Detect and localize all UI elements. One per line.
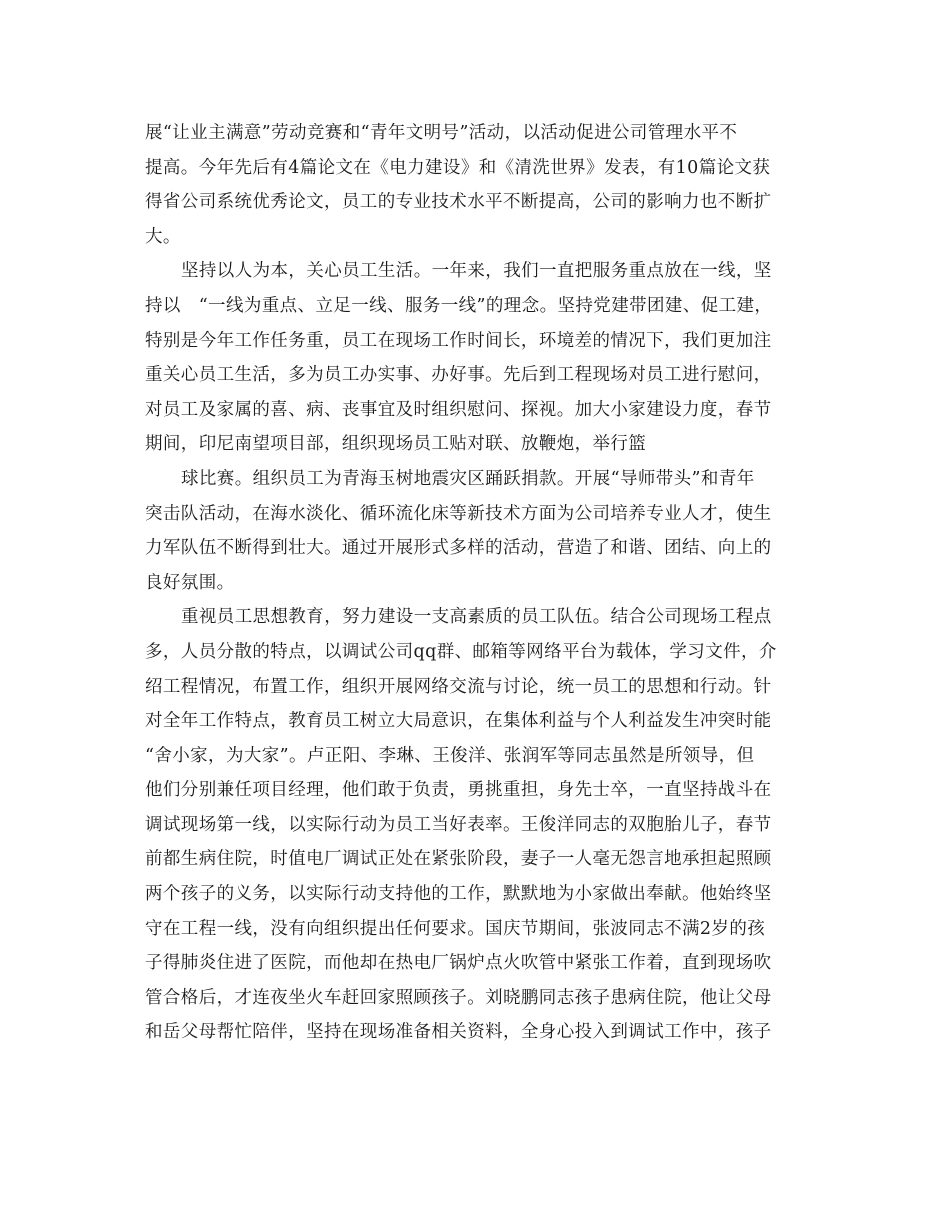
text-line: 调试现场第一线，以实际行动为员工当好表率。王俊洋同志的双胞胎儿子，春节 [145, 814, 772, 835]
text-line: 和岳父母帮忙陪伴，坚持在现场准备相关资料，全身心投入到调试工作中，孩子 [145, 1022, 772, 1043]
text-line: 良好氛围。 [145, 572, 235, 593]
text-line: 他们分别兼任项目经理，他们敢于负责，勇挑重担，身先士卒，一直坚持战斗在 [145, 780, 772, 801]
text-line: 子得肺炎住进了医院，而他却在热电厂锅炉点火吹管中紧张工作着，直到现场吹 [145, 953, 772, 974]
body-text [145, 116, 805, 1050]
text-line: 提高。今年先后有4篇论文在《电力建设》和《清洗世界》发表，有10篇论文获 [145, 157, 771, 178]
text-line: “舍小家，为大家”。卢正阳、李琳、王俊洋、张润军等同志虽然是所领导，但 [145, 745, 755, 766]
text-line: 展“让业主满意”劳动竞赛和“青年文明号”活动，以活动促进公司管理水平不 [145, 123, 738, 143]
text-line: 特别是今年工作任务重，员工在现场工作时间长，环境差的情况下，我们更加注 [145, 330, 772, 351]
text-line: 管合格后，才连夜坐火车赶回家照顾孩子。刘晓鹏同志孩子患病住院，他让父母 [145, 987, 772, 1008]
text-line: 坚持以人为本，关心员工生活。一年来，我们一直把服务重点放在一线，坚 [181, 261, 772, 282]
text-line: 球比赛。组织员工为青海玉树地震灾区踊跃捐款。开展“导师带头”和青年 [181, 468, 755, 489]
text-line: 绍工程情况，布置工作，组织开展网络交流与讨论，统一员工的思想和行动。针 [145, 676, 772, 697]
text-line: 守在工程一线，没有向组织提出任何要求。国庆节期间，张波同志不满2岁的孩 [145, 918, 766, 939]
text-line: 力军队伍不断得到壮大。通过开展形式多样的活动，营造了和谐、团结、向上的 [145, 538, 772, 559]
text-line: 突击队活动，在海水淡化、循环流化床等新技术方面为公司培养专业人才，使生 [145, 503, 772, 524]
text-line: 期间，印尼南望项目部，组织现场员工贴对联、放鞭炮，举行篮 [145, 434, 647, 455]
text-line: 重视员工思想教育，努力建设一支高素质的员工队伍。结合公司现场工程点 [181, 607, 772, 628]
text-line: 前都生病住院，时值电厂调试正处在紧张阶段，妻子一人毫无怨言地承担起照顾 [145, 849, 772, 870]
text-line: 持以 “一线为重点、立足一线、服务一线”的理念。坚持党建带团建、促工建， [145, 295, 773, 316]
text-line: 对员工及家属的喜、病、丧事宜及时组织慰问、探视。加大小家建设力度，春节 [145, 399, 772, 420]
text-line: 两个孩子的义务，以实际行动支持他的工作，默默地为小家做出奉献。他始终坚 [145, 884, 772, 905]
text-line: 重关心员工生活，多为员工办实事、办好事。先后到工程现场对员工进行慰问， [145, 365, 772, 386]
text-line: 多，人员分散的特点，以调试公司qq群、邮箱等网络平台为载体，学习文件，介 [145, 641, 777, 662]
text-line: 得省公司系统优秀论文，员工的专业技术水平不断提高，公司的影响力也不断扩 [145, 192, 772, 213]
text-line: 对全年工作特点，教育员工树立大局意识，在集体利益与个人利益发生冲突时能 [145, 711, 772, 732]
text-line: 大。 [145, 226, 181, 247]
